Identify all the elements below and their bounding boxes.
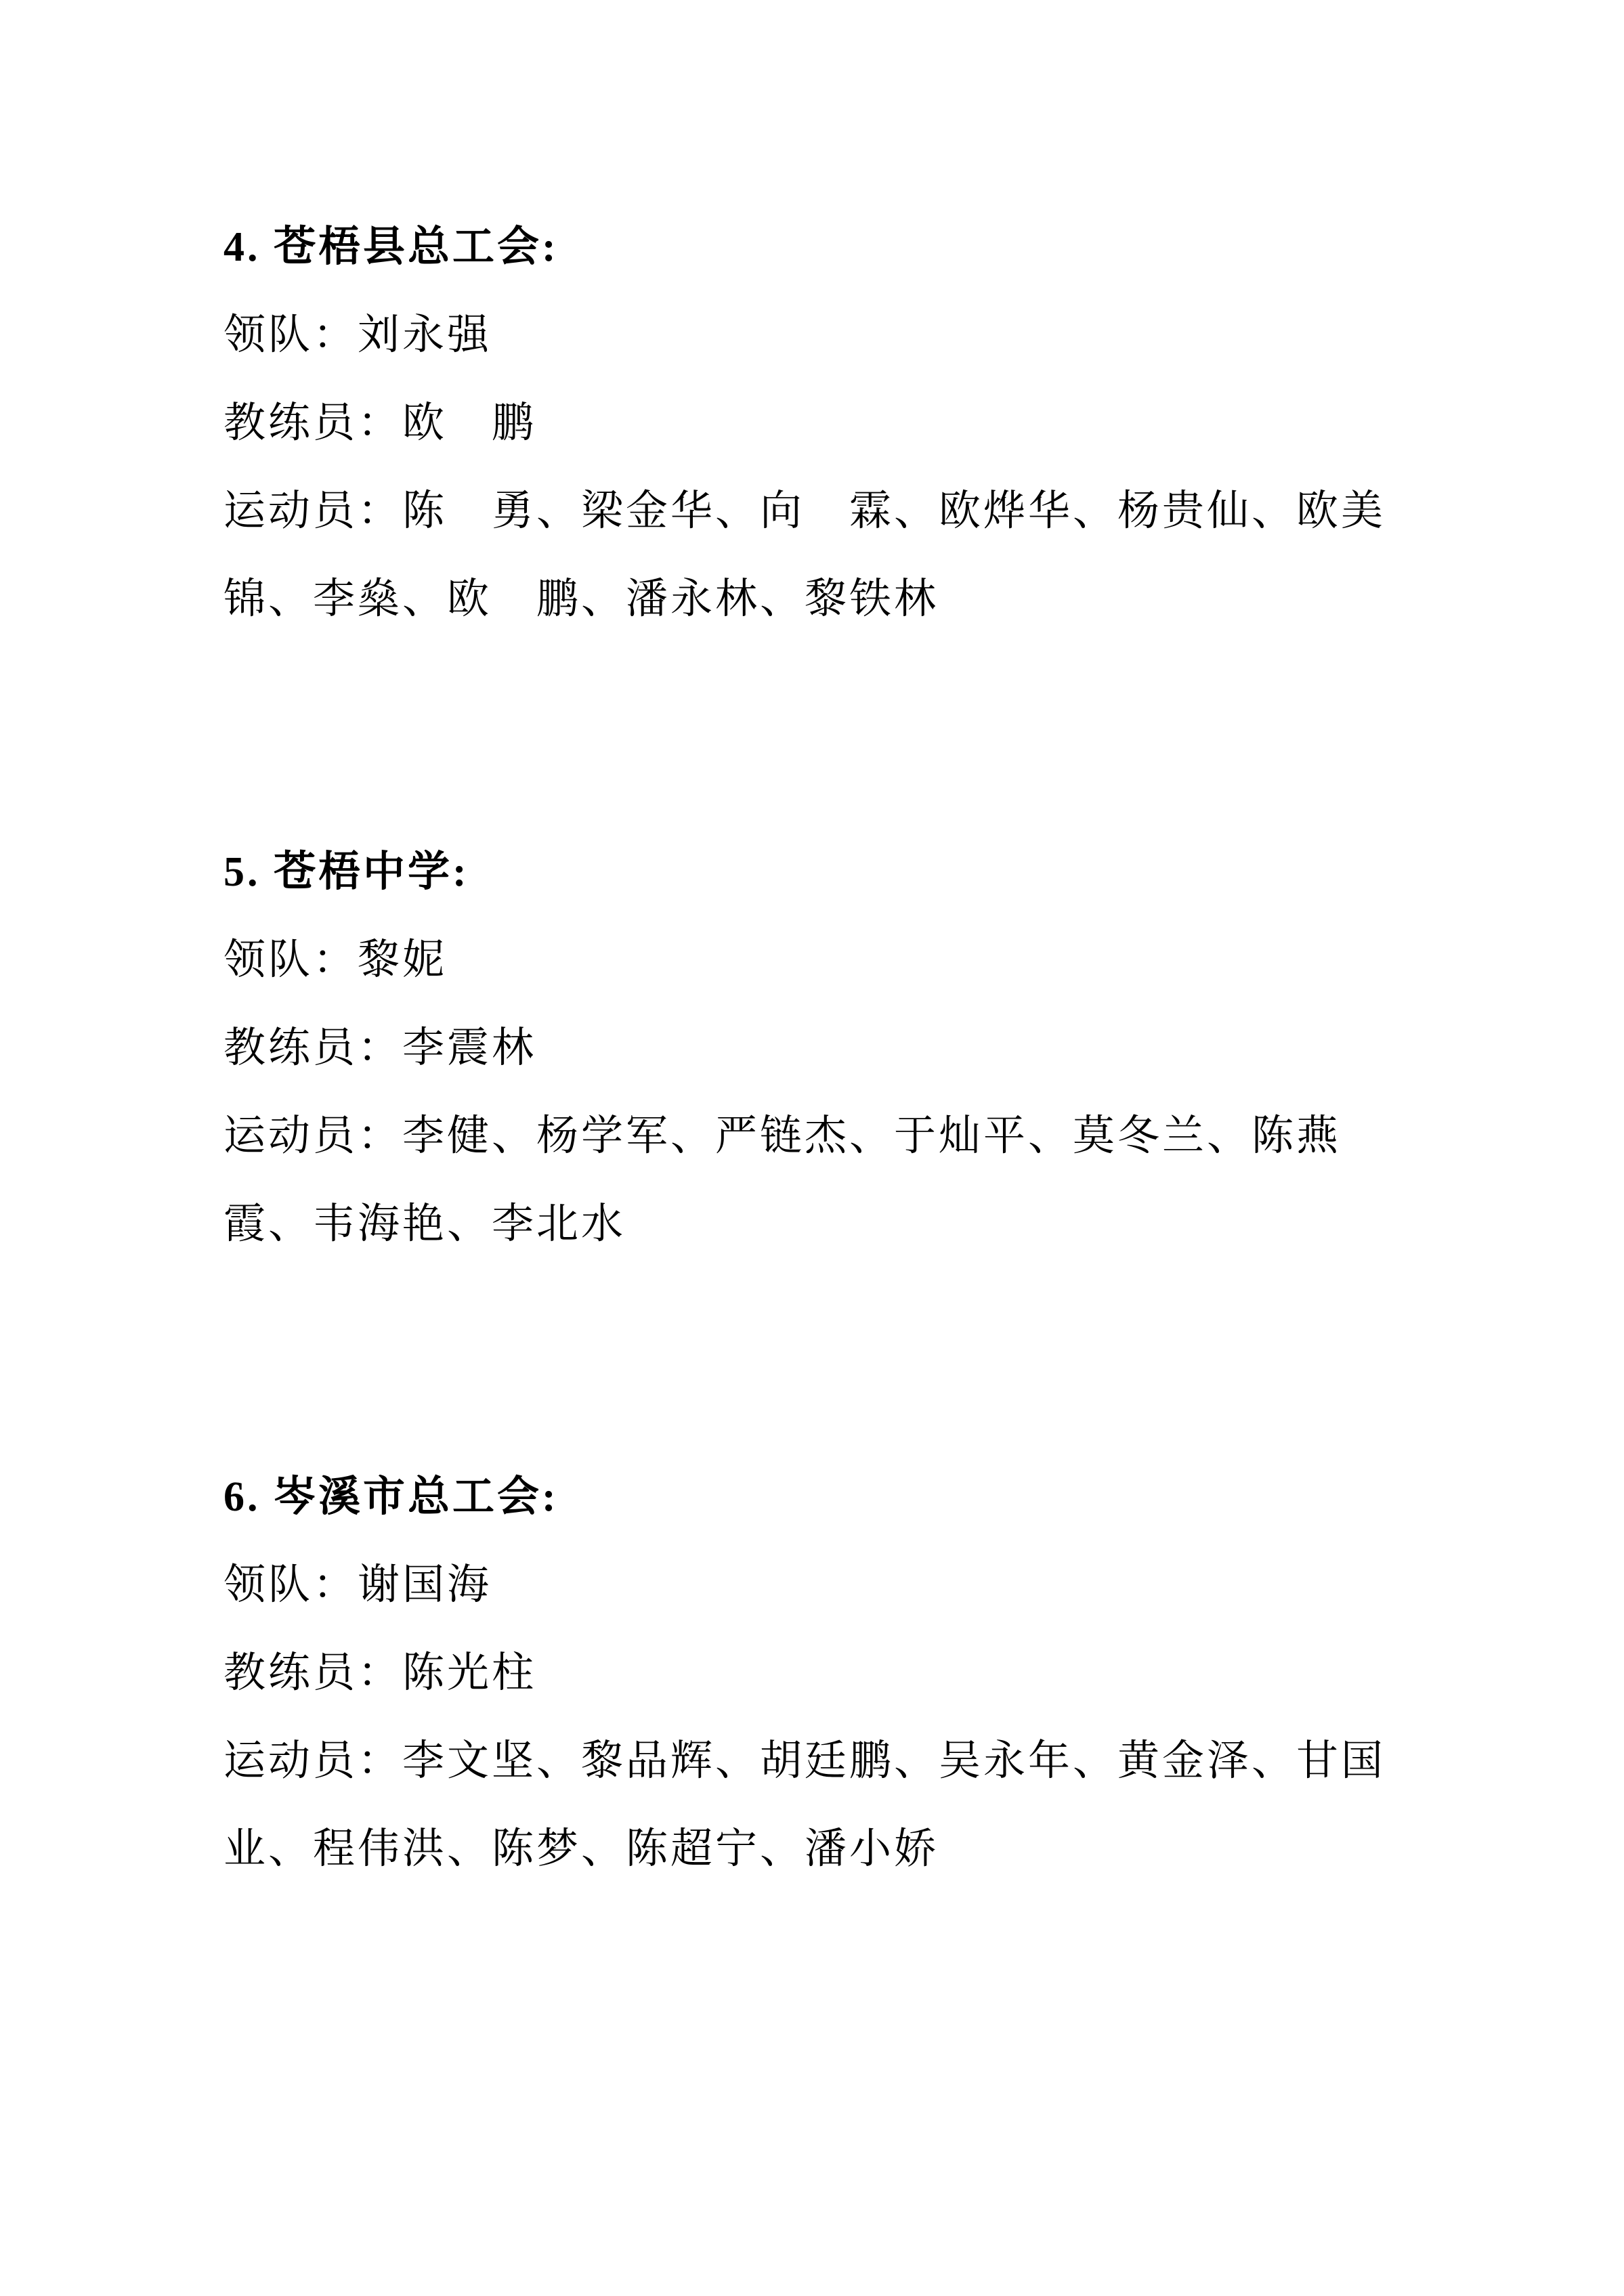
leader-name: 黎妮 [358, 937, 448, 983]
leader-label: 领队： [223, 937, 358, 983]
leader-name: 谢国海 [358, 1562, 492, 1608]
coach-label: 教练员： [223, 1650, 403, 1696]
leader-label: 领队： [223, 312, 358, 358]
leader-line [223, 916, 1429, 1004]
athletes-line [223, 1092, 1429, 1268]
coach-line [223, 1004, 1429, 1092]
document-body [223, 203, 1429, 1893]
team-section-5 [223, 828, 1429, 1268]
coach-name: 欧 鹏 [402, 400, 537, 446]
athletes-names: 陈 勇、梁金华、向 霖、欧烨华、杨贵仙、欧美锦、李燊、欧 鹏、潘永林、黎铁林 [223, 488, 1386, 622]
coach-label: 教练员： [223, 1025, 403, 1071]
athletes-line [223, 467, 1429, 643]
leader-label: 领队： [223, 1562, 358, 1608]
coach-name: 陈光柱 [402, 1650, 537, 1696]
team-section-4 [223, 203, 1429, 643]
leader-name: 刘永强 [358, 312, 492, 358]
coach-line [223, 1629, 1429, 1717]
athletes-line [223, 1717, 1429, 1893]
leader-line [223, 291, 1429, 379]
team-heading: 4. 苍梧县总工会: [223, 224, 559, 270]
coach-name: 李震林 [402, 1025, 537, 1071]
coach-line [223, 379, 1429, 467]
team-section-6 [223, 1453, 1429, 1893]
team-heading: 6. 岑溪市总工会: [223, 1474, 559, 1520]
athletes-label: 运动员： [223, 1738, 403, 1784]
team-heading: 5. 苍梧中学: [223, 849, 469, 895]
athletes-label: 运动员： [223, 488, 403, 534]
coach-label: 教练员： [223, 400, 403, 446]
athletes-names: 李文坚、黎品辉、胡廷鹏、吴永年、黄金泽、甘国业、程伟洪、陈梦、陈超宁、潘小娇 [223, 1738, 1386, 1872]
athletes-label: 运动员： [223, 1113, 403, 1159]
athletes-names: 李健、杨学军、严链杰、于灿平、莫冬兰、陈燕霞、韦海艳、李北水 [223, 1113, 1342, 1247]
leader-line [223, 1541, 1429, 1629]
